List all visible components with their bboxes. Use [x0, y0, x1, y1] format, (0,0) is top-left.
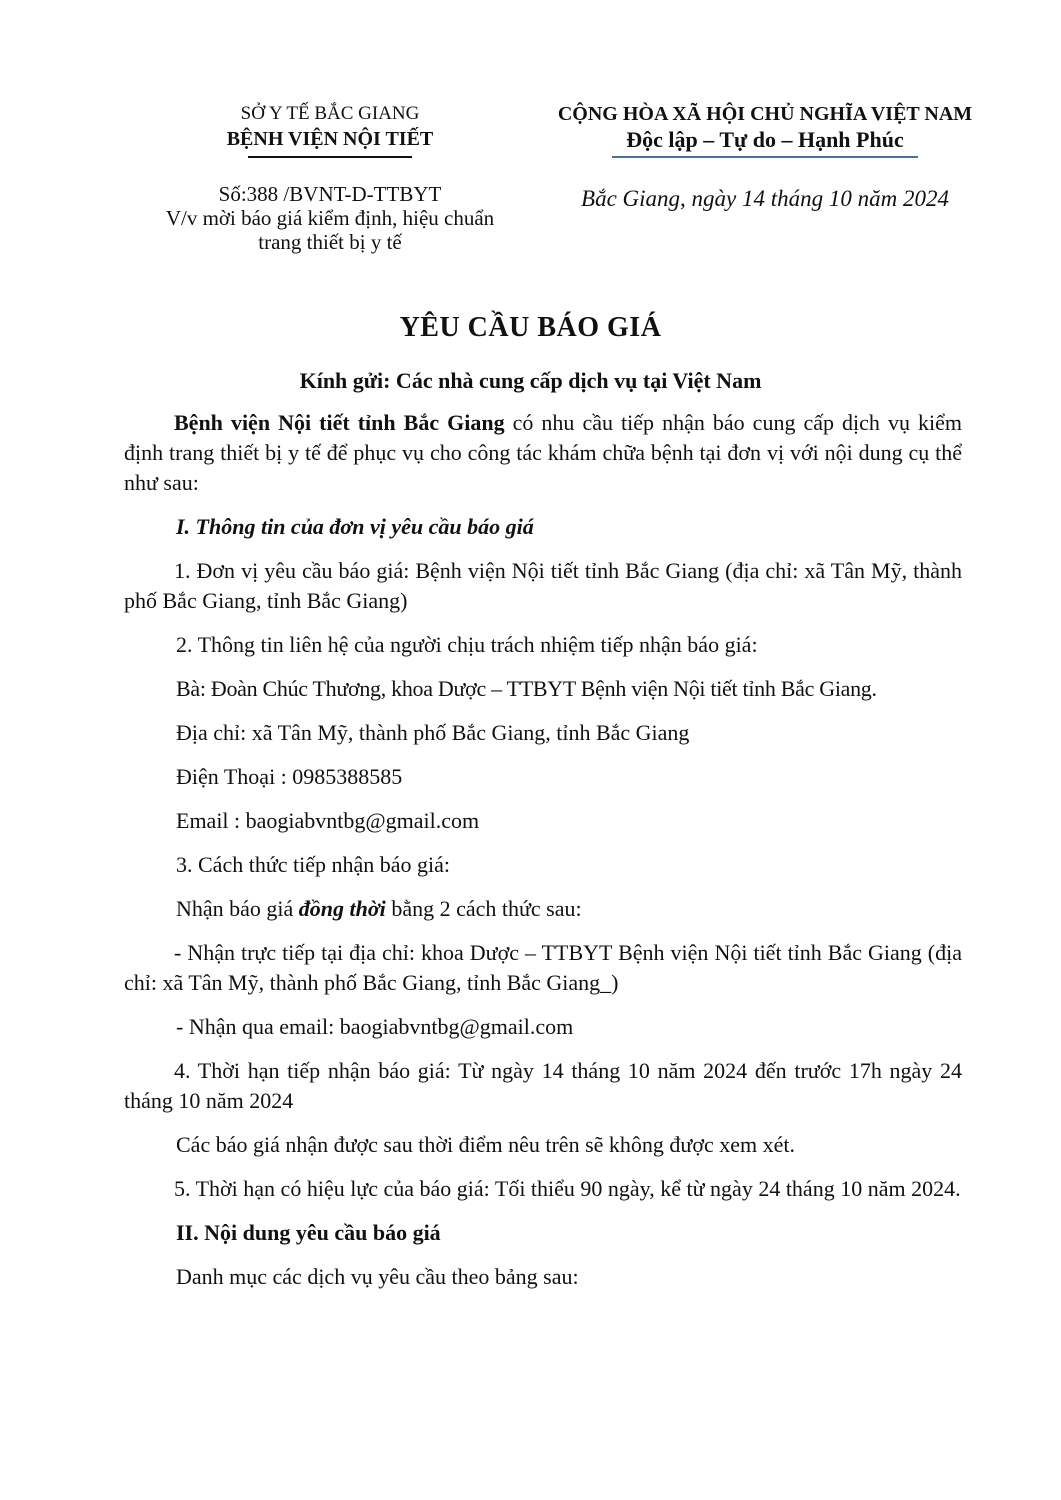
intro-text: có nhu cầu tiếp nhận báo cung cấp dịch vụ kiểm định trang thiết bị y tế để phục vụ cho công tác khám chữa bệnh tại đơn vị với nội dung cụ thể như sau: [124, 410, 962, 495]
subject-line-1: V/v mời báo giá kiểm định, hiệu chuẩn [165, 206, 495, 230]
document-body [124, 408, 962, 1306]
item-4: 4. Thời hạn tiếp nhận báo giá: Từ ngày 14 tháng 10 năm 2024 đến trước 17h ngày 24 tháng 10 năm 2024 [124, 1058, 962, 1113]
method-1: - Nhận trực tiếp tại địa chỉ: khoa Dược – TTBYT Bệnh viện Nội tiết tỉnh Bắc Giang (địa chỉ: xã Tân Mỹ, thành phố Bắc Giang, tỉnh Bắc Giang_) [124, 940, 962, 995]
contact-person: Bà: Đoàn Chúc Thương, khoa Dược – TTBYT Bệnh viện Nội tiết tỉnh Bắc Giang. [176, 676, 877, 701]
recipient-line: Kính gửi: Các nhà cung cấp dịch vụ tại Việt Nam [299, 368, 762, 393]
subject-line-2: trang thiết bị y tế [258, 230, 402, 254]
item-1: 1. Đơn vị yêu cầu báo giá: Bệnh viện Nội tiết tỉnh Bắc Giang (địa chỉ: xã Tân Mỹ, thành phố Bắc Giang, tỉnh Bắc Giang) [124, 558, 962, 613]
contact-phone: Điện Thoại : 0985388585 [176, 764, 403, 789]
organization-name: BỆNH VIỆN NỘI TIẾT [226, 128, 434, 150]
item-2: 2. Thông tin liên hệ của người chịu trách nhiệm tiếp nhận báo giá: [176, 632, 758, 657]
method-intro-emphasis: đồng thời [298, 896, 386, 921]
motto-underline [612, 156, 918, 158]
department-name: SỞ Y TẾ BẮC GIANG [240, 103, 420, 124]
place-date: Bắc Giang, ngày 14 tháng 10 năm 2024 [581, 186, 949, 211]
national-motto: Độc lập – Tự do – Hạnh Phúc [626, 127, 904, 152]
nation-title: CỘNG HÒA XÃ HỘI CHỦ NGHĨA VIỆT NAM [557, 103, 973, 125]
document-number: Số:388 /BVNT-D-TTBYT [218, 182, 442, 206]
method-2: - Nhận qua email: baogiabvntbg@gmail.com [176, 1014, 574, 1039]
method-intro-text: Nhận báo giá [176, 896, 299, 921]
contact-address: Địa chỉ: xã Tân Mỹ, thành phố Bắc Giang, tỉnh Bắc Giang [176, 720, 690, 745]
method-intro-text-end: bằng 2 cách thức sau: [385, 896, 582, 921]
late-note: Các báo giá nhận được sau thời điểm nêu trên sẽ không được xem xét. [176, 1132, 795, 1157]
intro-paragraph [124, 408, 962, 498]
document-title: YÊU CẦU BÁO GIÁ [399, 312, 662, 343]
method-intro [124, 894, 962, 924]
item-5: 5. Thời hạn có hiệu lực của báo giá: Tối thiểu 90 ngày, kể từ ngày 24 tháng 10 năm 2024. [174, 1176, 961, 1201]
header-divider [248, 156, 412, 158]
header-right [515, 102, 1015, 214]
section-1-heading: I. Thông tin của đơn vị yêu cầu báo giá [176, 514, 534, 539]
section-2-heading: II. Nội dung yêu cầu báo giá [176, 1220, 441, 1245]
contact-email: Email : baogiabvntbg@gmail.com [176, 808, 480, 833]
item-3: 3. Cách thức tiếp nhận báo giá: [176, 852, 451, 877]
header-left [130, 102, 530, 254]
service-list-intro: Danh mục các dịch vụ yêu cầu theo bảng sau: [176, 1264, 579, 1289]
intro-bold: Bệnh viện Nội tiết tỉnh Bắc Giang [174, 410, 505, 435]
